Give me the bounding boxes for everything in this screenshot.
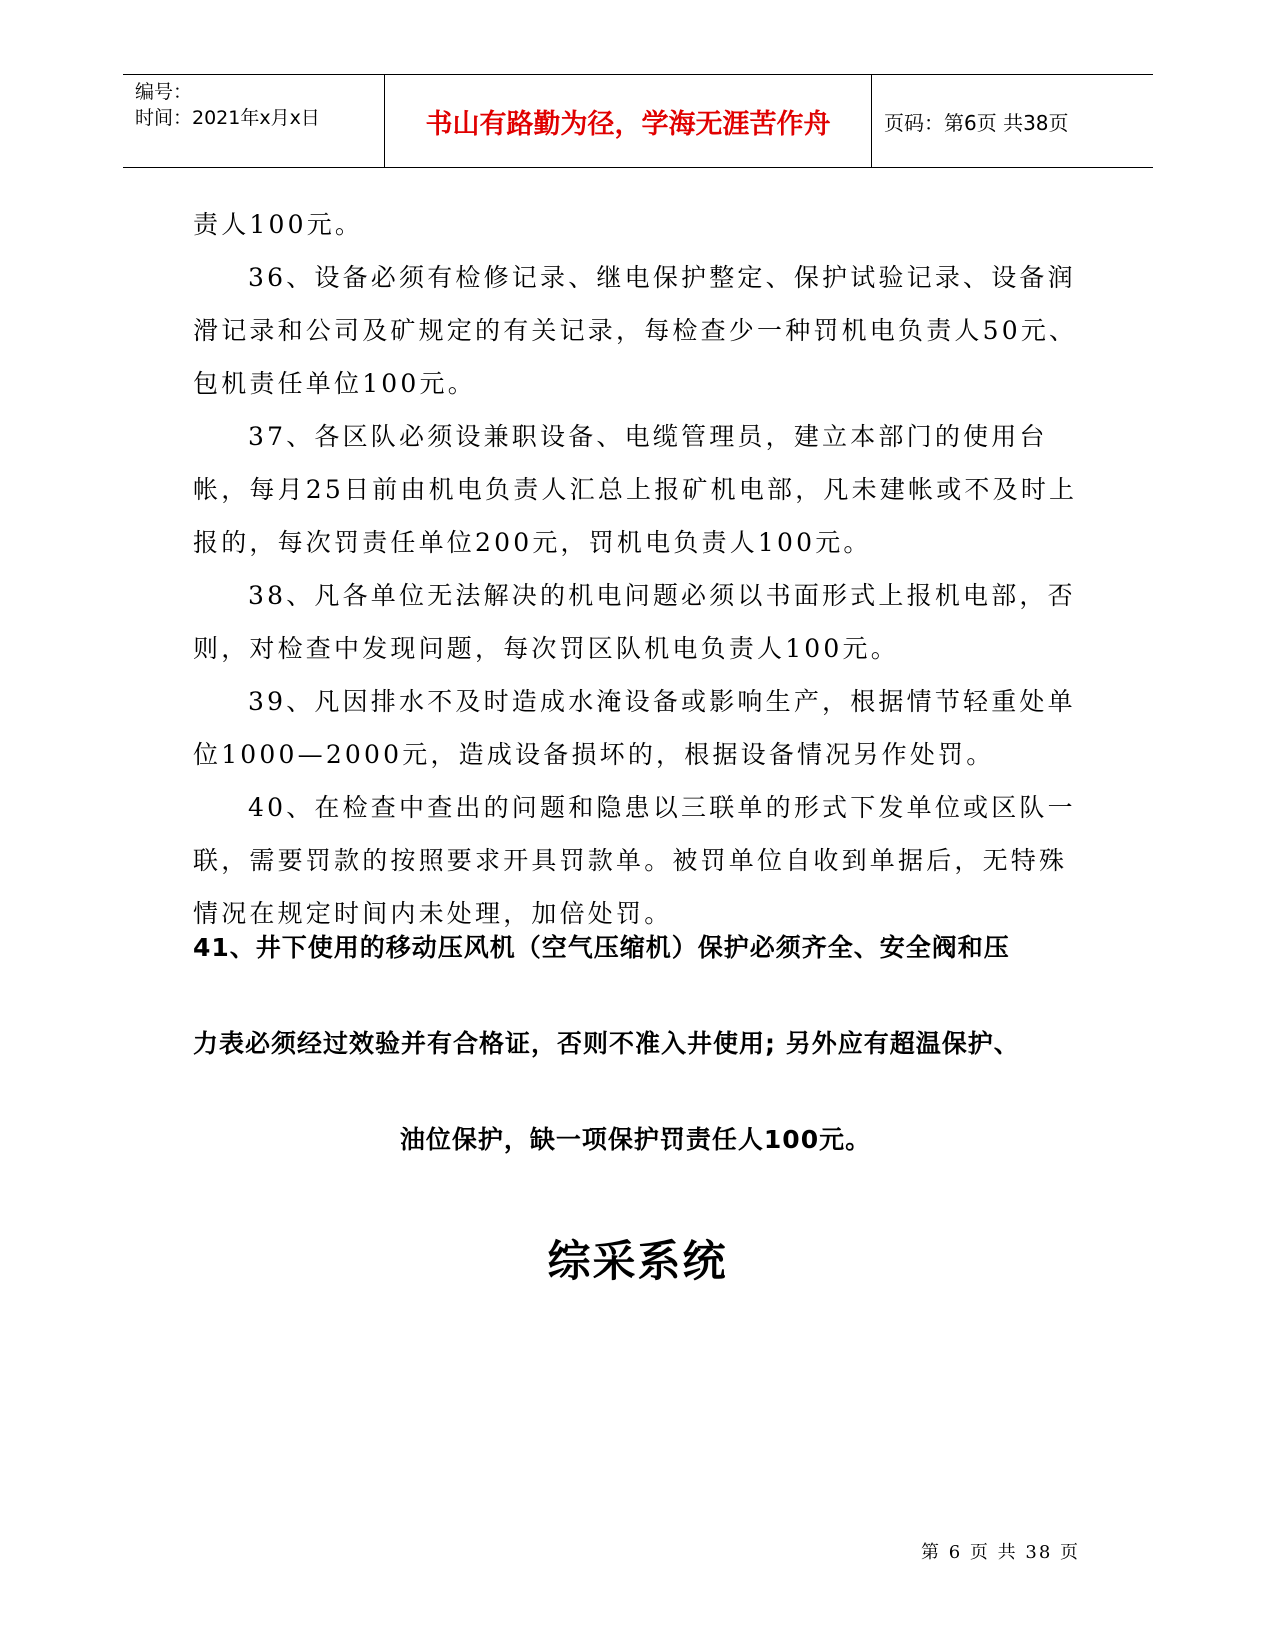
section-title: 综采系统: [547, 1237, 728, 1287]
page-header: [123, 74, 1153, 168]
header-meta: [123, 75, 385, 167]
body-text: [193, 198, 1078, 940]
bold-line-1: 41、井下使用的移动压风机（空气压缩机）保护必须齐全、安全阀和压: [193, 933, 1010, 962]
bold-line-2: 力表必须经过效验并有合格证，否则不准入井使用; 另外应有超温保护、: [193, 1029, 1020, 1058]
paragraph: 38、凡各单位无法解决的机电问题必须以书面形式上报机电部，否则，对检查中发现问题，每次罚区队机电负责人100元。: [193, 581, 1076, 663]
bold-line-3: 油位保护，缺一项保护罚责任人100元。: [399, 1125, 872, 1154]
paragraph: 责人100元。: [193, 210, 364, 239]
bold-item-41: [193, 900, 1078, 1188]
header-page-info: 页码：第6页 共38页: [884, 110, 1069, 135]
serial-label: 编号：: [135, 81, 193, 103]
paragraph: 37、各区队必须设兼职设备、电缆管理员，建立本部门的使用台帐，每月25日前由机电负责人汇总上报矿机电部，凡未建帐或不及时上报的，每次罚责任单位200元，罚机电负责人100元。: [193, 422, 1078, 557]
paragraph: 39、凡因排水不及时造成水淹设备或影响生产，根据情节轻重处单位1000—2000元，造成设备损坏的，根据设备情况另作处罚。: [193, 687, 1076, 769]
page-footer: 第 6 页 共 38 页: [921, 1542, 1080, 1563]
paragraph: 40、在检查中查出的问题和隐患以三联单的形式下发单位或区队一联，需要罚款的按照要求开具罚款单。被罚单位自收到单据后，无特殊情况在规定时间内未处理，加倍处罚。: [193, 793, 1076, 928]
paragraph: 36、设备必须有检修记录、继电保护整定、保护试验记录、设备润滑记录和公司及矿规定的有关记录，每检查少一种罚机电负责人50元、包机责任单位100元。: [193, 263, 1078, 398]
header-motto: 书山有路勤为径，学海无涯苦作舟: [385, 75, 872, 167]
time-label: 时间：2021年x月x日: [135, 107, 320, 129]
